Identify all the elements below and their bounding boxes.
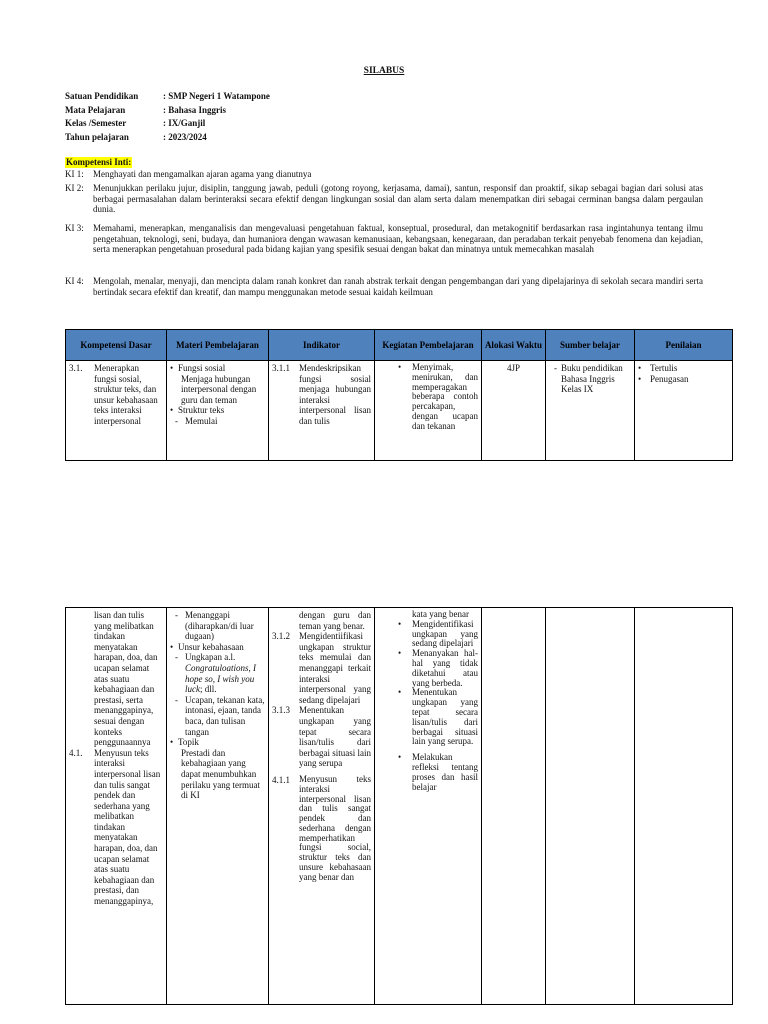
- header-alokasi: Alokasi Waktu: [482, 330, 546, 361]
- kd-cell: lisan dan tulis yang melibatkan tindakan menyatakan harapan, doa, dan ucapan selamat atas suatu kebahagiaan dan prestasi, serta menanggapinya, sesuai dengan konteks penggunaannya 4.1. Menyusun teks interaksi interpersonal lisan dan tulis sangat pendek dan sederhana yang melibatkan tindakan menyatakan harapan, doa, dan ucapan selamat atas suatu kebahagiaan dan prestasi, dan menanggapinya,: [66, 608, 167, 1005]
- ki-item: KI 2: Menunjukkan perilaku jujur, disiplin, tanggung jawab, peduli (gotong royong, kerjasama, damai), santun, responsif dan proaktif, sikap sebagai bagian dari solusi atas berbagai permasalahan dalam berinteraksi secara efektif dengan lingkungan sosial dan alam serta dalam menempatkan diri sebagai cerminan bangsa dalam pergaulan dunia.: [65, 183, 703, 215]
- materi-cell: • Fungsi sosial Menjaga hubungan interpersonal dengan guru dan teman • Struktur teks - Memulai: [167, 361, 269, 461]
- syllabus-table-page2: [65, 607, 733, 1005]
- identity-block: [65, 91, 270, 145]
- syllabus-table-page1: [65, 329, 733, 461]
- alokasi-cell: [482, 608, 546, 1005]
- document-title: SILABUS: [363, 66, 405, 76]
- meta-row: Kelas /Semester : IX/Ganjil: [65, 118, 206, 128]
- meta-row: Mata Pelajaran : Bahasa Inggris: [65, 104, 227, 115]
- header-sumber: Sumber belajar: [546, 330, 635, 361]
- materi-cell: - Menanggapi (diharapkan/di luar dugaan) • Unsur kebahasaan - Ungkapan a.l. Congratuloations, I hope so, I wish you luck; dll. - Ucapan, tekanan kata, intonasi, ejaan, tanda baca, dan tulisan tangan • Topik Prestadi dan kebahagiaan yang dapat menumbuhkan perilaku yang termuat di KI: [167, 608, 269, 1005]
- ki-item: KI 4: Mengolah, menalar, menyaji, dan mencipta dalam ranah konkret dan ranah abstrak terkait dengan pengembangan dari yang dipelajarinya di sekolah secara mandiri serta bertindak secara efektif dan kreatif, dan mampu menggunakan metode sesuai kaidah keilmuan: [65, 276, 703, 297]
- kd-cell: 3.1. Menerapkan fungsi sosial, struktur teks, dan unsur kebahasaan teks interaksi interpersonal: [66, 361, 167, 461]
- kompetensi-inti-heading: Kompetensi Inti:: [66, 157, 132, 167]
- meta-row: Satuan Pendidikan : SMP Negeri 1 Watampone: [65, 91, 270, 101]
- table-row: [66, 361, 733, 461]
- kegiatan-cell: • Menyimak, menirukan, dan memperagakan beberapa contoh percakapan, dengan ucapan dan tekanan: [375, 361, 482, 461]
- kegiatan-cell: kata yang benar • Mengidentifikasi ungkapan yang sedang dipelajari • Menanyakan hal-hal yang tidak diketahui atau yang berbeda. • Menentukan ungkapan yang tepat secara lisan/tulis dari berbagai situasi lain yang serupa. • Melakukan refleksi tentang proses dan hasil belajar: [375, 608, 482, 1005]
- header-indikator: Indikator: [269, 330, 375, 361]
- table-header-row: [66, 330, 733, 361]
- ki-item: KI 3: Memahami, menerapkan, menganalisis dan mengevaluasi pengetahuan faktual, konseptual, prosedural, dan metakognitif berdasarkan rasa ingintahunya tentang ilmu pengetahuan, teknologi, seni, budaya, dan humaniora dengan wawasan kemanusiaan, kebangsaan, kenegaraan, dan peradaban terkait penyebab fenomena dan kejadian, serta menerapkan pengetahuan prosedural pada bidang kajian yang spesifik sesuai dengan bakat dan minatnya untuk memecahkan masalah: [65, 223, 703, 255]
- penilaian-cell: • Tertulis • Penugasan: [635, 361, 733, 461]
- header-penilaian: Penilaian: [635, 330, 733, 361]
- header-kegiatan: Kegiatan Pembelajaran: [375, 330, 482, 361]
- sumber-cell: [546, 608, 635, 1005]
- table-row: [66, 608, 733, 1005]
- indikator-cell: 3.1.1 Mendeskripsikan fungsi sosial menjaga hubungan interaksi interpersonal lisan dan tulis: [269, 361, 375, 461]
- header-kompetensi-dasar: Kompetensi Dasar: [66, 330, 167, 361]
- ki-item: KI 1: Menghayati dan mengamalkan ajaran agama yang dianutnya: [65, 169, 312, 179]
- meta-row: Tahun pelajaran : 2023/2024: [65, 131, 207, 142]
- penilaian-cell: [635, 608, 733, 1005]
- alokasi-cell: 4JP: [482, 361, 546, 461]
- header-materi: Materi Pembelajaran: [167, 330, 269, 361]
- sumber-cell: - Buku pendidikan Bahasa Inggris Kelas IX: [546, 361, 635, 461]
- indikator-cell: dengan guru dan teman yang benar. 3.1.2 Mengidentiifikasi ungkapan struktur teks memulai dan menanggapi terkait interaksi interpersonal yang sedang dipelajari 3.1.3 Menentukan ungkapan yang tepat secara lisan/tulis dari berbagai situasi lain yang serupa 4.1.1 Menyusun teks interaksi interpersonal lisan dan tulis sangat pendek dan sederhana dengan memperhatikan fungsi social, struktur teks dan unsure kebahasaan yang benar dan: [269, 608, 375, 1005]
